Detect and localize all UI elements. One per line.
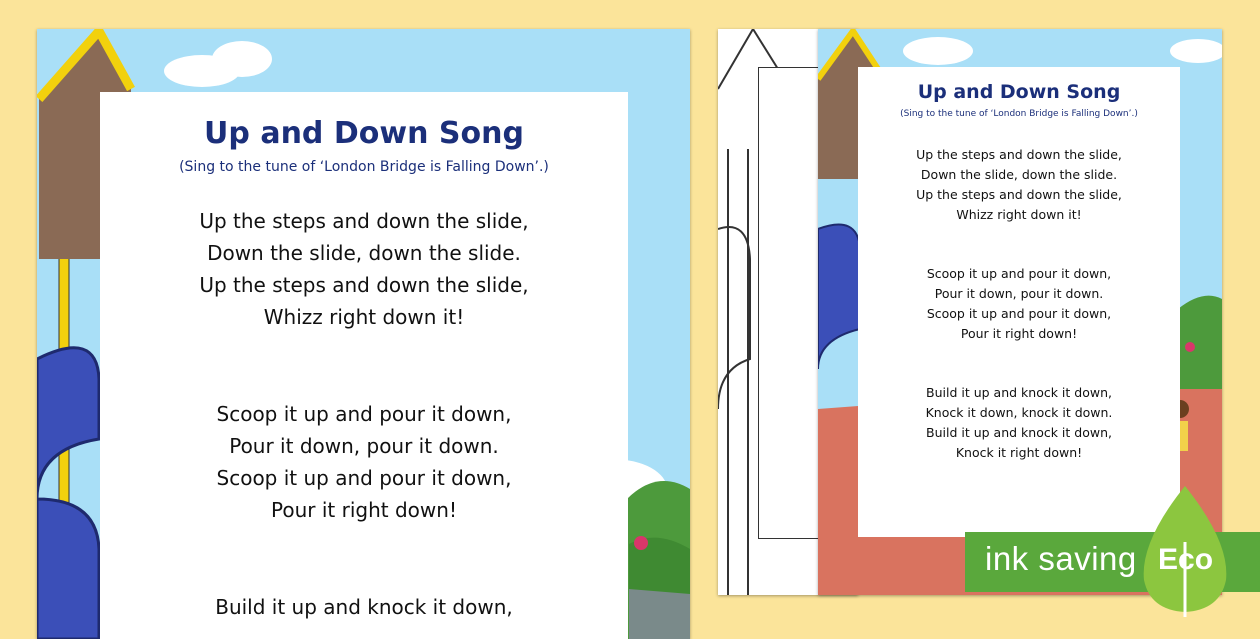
verse-2 [100,398,628,526]
verse-line: Scoop it up and pour it down, [926,306,1112,321]
verse-line: Build it up and knock it down, [215,595,513,619]
main-preview-sheet [37,29,690,639]
verse-3-small [858,383,1180,463]
lyrics-panel [100,92,628,639]
verse-line: Scoop it up and pour it down, [216,466,512,490]
verse-line: Pour it right down! [271,498,457,522]
song-title-small: Up and Down Song [917,81,1121,103]
verse-line: Build it up and knock it down, [926,425,1112,440]
verse-line: Pour it down, pour it down. [229,434,499,458]
verse-line: Pour it right down! [960,326,1078,341]
eco-label: Eco [1158,543,1214,576]
lyrics-panel-small [858,67,1180,537]
song-subtitle-small: (Sing to the tune of ‘London Bridge is Falling Down’.) [900,109,1138,119]
verse-line: Up the steps and down the slide, [199,273,529,297]
verse-line: Whizz right down it! [956,207,1082,222]
verse-2-small [858,264,1180,344]
verse-line: Up the steps and down the slide, [916,147,1122,162]
verse-line: Knock it down, knock it down. [925,405,1113,420]
verse-line: Scoop it up and pour it down, [216,402,512,426]
verse-line: Pour it down, pour it down. [934,286,1104,301]
verse-line: Up the steps and down the slide, [199,209,529,233]
verse-1 [100,205,628,333]
verse-line: Build it up and knock it down, [926,385,1112,400]
song-subtitle: (Sing to the tune of ‘London Bridge is Falling Down’.) [179,159,549,175]
verse-line: Scoop it up and pour it down, [926,266,1112,281]
verse-line: Whizz right down it! [263,305,465,329]
verse-1-small [858,145,1180,225]
verse-line: Down the slide, down the slide. [207,241,521,265]
song-title: Up and Down Song [204,116,524,151]
verse-line: Down the slide, down the slide. [920,167,1118,182]
verse-line: Knock it right down! [955,445,1083,460]
verse-line: Up the steps and down the slide, [916,187,1122,202]
verse-3 [100,591,628,623]
ink-saving-text: ink saving [985,540,1137,577]
